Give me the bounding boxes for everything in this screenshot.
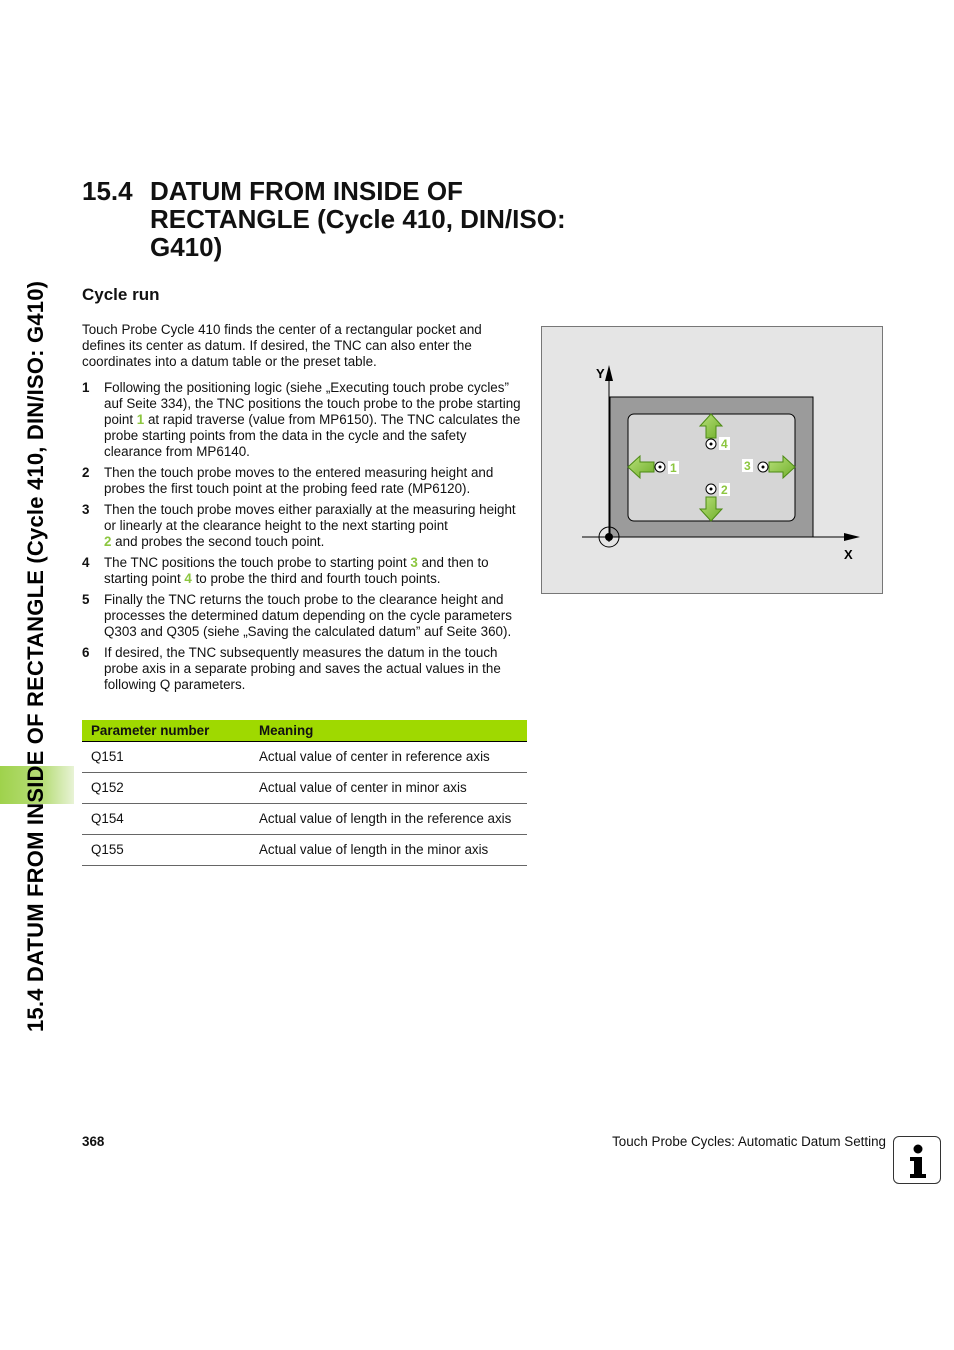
- step-text: Then the touch probe moves to the entered measuring height and probes the first touch point at the probing feed rate (MP6120).: [104, 465, 494, 496]
- chapter-number: 15.4: [82, 176, 133, 206]
- y-axis-label: Y: [596, 366, 605, 381]
- probe-point-3-center: [762, 466, 765, 469]
- x-axis-arrowhead: [844, 533, 860, 541]
- probe-point-1-center: [659, 466, 662, 469]
- point-label-4: 4: [721, 437, 728, 451]
- column-header: Parameter number: [82, 720, 250, 742]
- point-ref: 4: [184, 571, 192, 586]
- table-header-row: [82, 720, 527, 742]
- column-header: Meaning: [250, 720, 527, 742]
- info-icon: [893, 1136, 941, 1184]
- probe-point-2-center: [710, 488, 713, 491]
- steps-list: [82, 380, 527, 698]
- page-number: 368: [82, 1134, 105, 1149]
- point-ref: 3: [410, 555, 418, 570]
- point-label-2: 2: [721, 483, 728, 497]
- step-number: 2: [82, 465, 90, 480]
- step-text: Then the touch probe moves either paraxially at the measuring height or linearly at the clearance height to the next starting point: [104, 502, 516, 533]
- point-label-1: 1: [670, 461, 677, 475]
- y-axis-arrowhead: [605, 365, 613, 381]
- chapter-title-text: DATUM FROM INSIDE OF RECTANGLE (Cycle 410, DIN/ISO: G410): [150, 176, 566, 262]
- step-text: Following the positioning logic (siehe „Executing touch probe cycles” auf Seite 334), the TNC positions the touch probe to the probe starting point: [104, 380, 521, 427]
- table-cell: Actual value of center in minor axis: [250, 773, 527, 804]
- running-title: Touch Probe Cycles: Automatic Datum Setting: [612, 1134, 886, 1149]
- table-cell: Actual value of length in the minor axis: [250, 835, 527, 866]
- point-ref: 2: [104, 534, 112, 549]
- list-item: [82, 380, 527, 460]
- table-cell: Q151: [82, 742, 250, 773]
- step-text: and then to starting point: [104, 555, 489, 586]
- step-text: The TNC positions the touch probe to starting point: [104, 555, 411, 570]
- list-item: [82, 502, 527, 550]
- step-text: to probe the third and fourth touch points.: [191, 571, 441, 586]
- table-row: [82, 835, 527, 866]
- datum-center: [605, 533, 613, 541]
- step-number: 6: [82, 645, 90, 660]
- point-label-3: 3: [744, 459, 751, 473]
- side-running-title: 15.4 DATUM FROM INSIDE OF RECTANGLE (Cycle 410, DIN/ISO: G410): [23, 280, 48, 1032]
- point-ref: 1: [136, 412, 145, 427]
- table-row: [82, 773, 527, 804]
- step-text: and probes the second touch point.: [111, 534, 325, 549]
- step-number: 3: [82, 502, 90, 517]
- intro-paragraph: Touch Probe Cycle 410 finds the center of a rectangular pocket and defines its center as datum. If desired, the TNC can also enter the coordinates into a datum table or the preset table.: [82, 322, 482, 369]
- list-item: [82, 592, 527, 640]
- parameter-table: [82, 720, 527, 866]
- probe-diagram-svg: [542, 327, 882, 593]
- table-cell: Actual value of center in reference axis: [250, 742, 527, 773]
- list-item: [82, 465, 527, 497]
- table-cell: Q155: [82, 835, 250, 866]
- step-text: Finally the TNC returns the touch probe to the clearance height and processes the determined datum depending on the cycle parameters Q303 and Q305 (siehe „Saving the calculated datum” auf Seite 360).: [104, 592, 512, 639]
- table-row: [82, 742, 527, 773]
- x-axis-label: X: [844, 547, 853, 562]
- table-row: [82, 804, 527, 835]
- probe-diagram: [541, 326, 883, 594]
- info-glyph: [894, 1137, 940, 1183]
- table-cell: Q152: [82, 773, 250, 804]
- step-number: 5: [82, 592, 90, 607]
- list-item: [82, 555, 527, 587]
- list-item: [82, 645, 527, 693]
- step-text: at rapid traverse (value from MP6150). The TNC calculates the probe starting points from the data in the cycle and the safety clearance from MP6140.: [104, 412, 521, 459]
- section-heading: Cycle run: [82, 285, 160, 304]
- table-cell: Actual value of length in the reference axis: [250, 804, 527, 835]
- table-cell: Q154: [82, 804, 250, 835]
- step-text: If desired, the TNC subsequently measures the datum in the touch probe axis in a separate probing and saves the actual values in the following Q parameters.: [104, 645, 501, 692]
- step-number: 4: [82, 555, 90, 570]
- probe-point-4-center: [710, 443, 713, 446]
- step-number: 1: [82, 380, 90, 395]
